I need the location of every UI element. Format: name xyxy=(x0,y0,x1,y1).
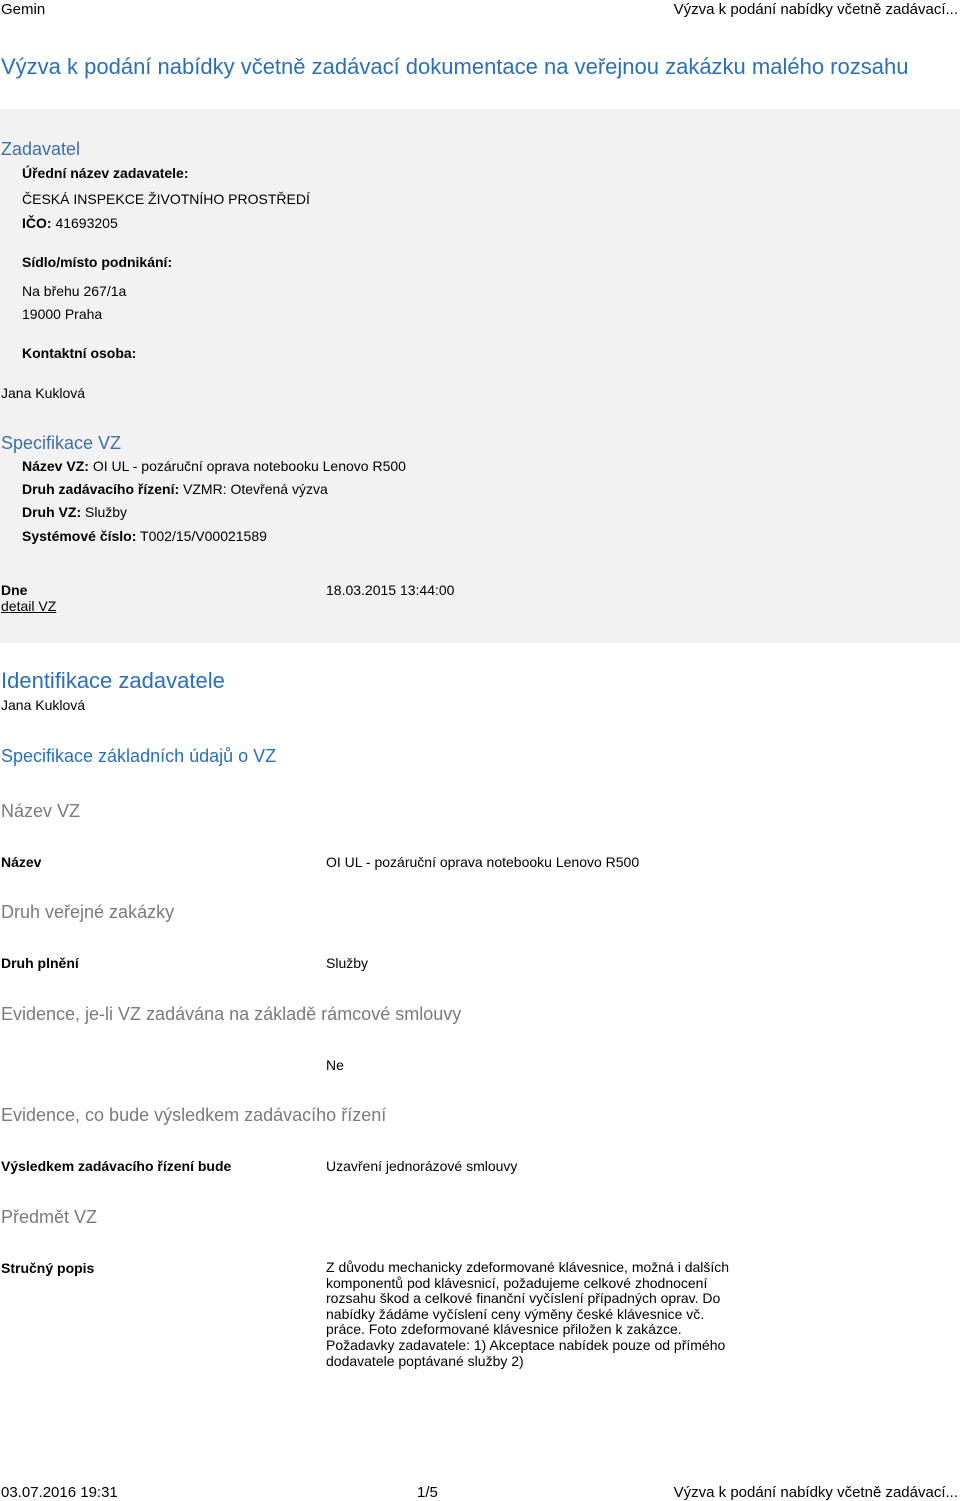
spec-type-label: Druh VZ: xyxy=(22,504,82,520)
ico-value: 41693205 xyxy=(55,215,118,231)
spec-name-value: OI UL - pozáruční oprava notebooku Lenovo R500 xyxy=(92,458,406,474)
nazev-vz-heading: Název VZ xyxy=(1,801,81,821)
zakladni-heading: Specifikace základních údajů o VZ xyxy=(1,746,277,766)
spec-procedure-value: VZMR: Otevřená výzva xyxy=(183,481,328,497)
nazev-value: OI UL - pozáruční oprava notebooku Lenovo R500 xyxy=(326,854,640,870)
zadavatel-heading: Zadavatel xyxy=(1,139,81,159)
spec-system-label: Systémové číslo: xyxy=(22,528,137,544)
predmet-heading: Předmět VZ xyxy=(1,1207,98,1227)
footer-timestamp: 03.07.2016 19:31 xyxy=(1,1484,118,1501)
contact-label: Kontaktní osoba: xyxy=(22,345,137,361)
seat-city: 19000 Praha xyxy=(22,306,103,322)
contact-person: Jana Kuklová xyxy=(1,385,86,401)
zadavatel-panel xyxy=(0,109,960,643)
spec-procedure-line xyxy=(22,481,328,497)
header-right: Výzva k podání nabídky včetně zadávací... xyxy=(673,1,958,18)
evidence-ramcova-value: Ne xyxy=(326,1057,344,1073)
date-label: Dne xyxy=(1,582,28,598)
specifikace-heading: Specifikace VZ xyxy=(1,433,122,453)
official-name: ČESKÁ INSPEKCE ŽIVOTNÍHO PROSTŘEDÍ xyxy=(22,191,310,207)
seat-label: Sídlo/místo podnikání: xyxy=(22,254,173,270)
druh-plneni-value: Služby xyxy=(326,955,369,971)
nazev-label: Název xyxy=(1,854,42,870)
header-left: Gemin xyxy=(1,1,46,18)
spec-system-line xyxy=(22,528,267,544)
spec-name-line xyxy=(22,458,406,474)
footer-right: Výzva k podání nabídky včetně zadávací... xyxy=(673,1484,958,1501)
spec-type-line xyxy=(22,504,127,520)
identifikace-person: Jana Kuklová xyxy=(1,697,86,713)
official-name-label: Úřední název zadavatele: xyxy=(22,165,189,181)
ico-label: IČO: xyxy=(22,215,52,231)
footer-page-number: 1/5 xyxy=(417,1484,438,1501)
druh-plneni-label: Druh plnění xyxy=(1,955,79,971)
spec-name-label: Název VZ: xyxy=(22,458,89,474)
identifikace-heading: Identifikace zadavatele xyxy=(1,668,225,693)
druh-vz-heading: Druh veřejné zakázky xyxy=(1,902,175,922)
detail-vz-link[interactable]: detail VZ xyxy=(1,598,57,614)
evidence-vysledek-heading: Evidence, co bude výsledkem zadávacího řízení xyxy=(1,1105,387,1125)
vysledek-value: Uzavření jednorázové smlouvy xyxy=(326,1158,518,1174)
seat-street: Na břehu 267/1a xyxy=(22,283,127,299)
spec-procedure-label: Druh zadávacího řízení: xyxy=(22,481,180,497)
strucny-popis-value: Z důvodu mechanicky zdeformované klávesnice, možná i dalších komponentů pod klávesnicí, požadujeme celkové zhodnocení rozsahu škod a celkové finanční vyčíslení případných oprav. Do nabídky žádáme vyčíslení ceny výměny české klávesnice vč. práce. Foto zdeformované klávesnice přiložen k zakázce. Požadavky zadavatele: 1) Akceptace nabídek pouze od přímého dodavatele poptávané služby 2) xyxy=(326,1259,730,1369)
evidence-ramcova-heading: Evidence, je-li VZ zadávána na základě rámcové smlouvy xyxy=(1,1004,462,1024)
ico-line xyxy=(22,215,118,231)
date-value: 18.03.2015 13:44:00 xyxy=(326,582,455,598)
strucny-popis-label: Stručný popis xyxy=(1,1260,95,1276)
document-title: Výzva k podání nabídky včetně zadávací dokumentace na veřejnou zakázku malého rozsahu xyxy=(1,54,909,79)
spec-system-value: T002/15/V00021589 xyxy=(140,528,267,544)
spec-type-value: Služby xyxy=(85,504,128,520)
vysledek-label: Výsledkem zadávacího řízení bude xyxy=(1,1158,232,1174)
